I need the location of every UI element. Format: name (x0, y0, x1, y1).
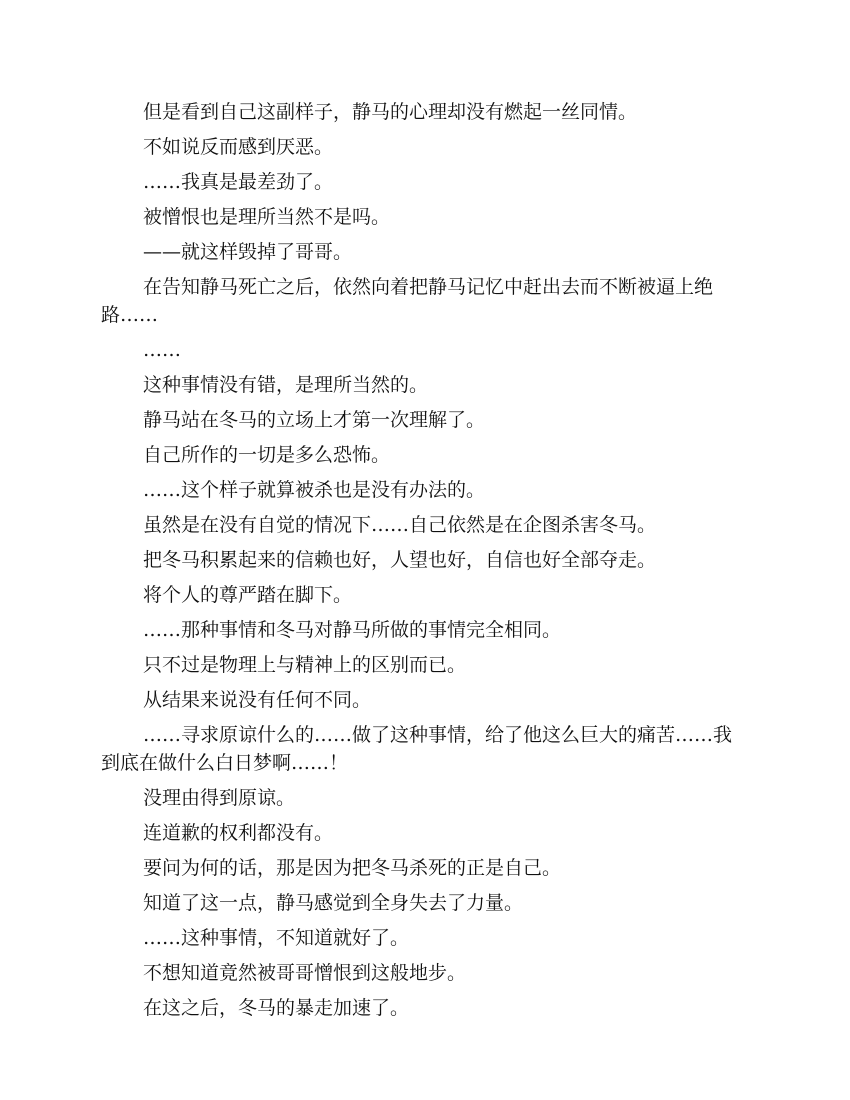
paragraph: 不如说反而感到厌恶。 (143, 136, 334, 158)
paragraph: 静马站在冬马的立场上才第一次理解了。 (143, 409, 486, 431)
paragraph: 没理由得到原谅。 (143, 787, 296, 809)
paragraph: 被憎恨也是理所当然不是吗。 (143, 206, 391, 228)
paragraph: 但是看到自己这副样子，静马的心理却没有燃起一丝同情。 (143, 101, 638, 123)
paragraph: ……我真是最差劲了。 (143, 171, 334, 193)
paragraph: 把冬马积累起来的信赖也好，人望也好，自信也好全部夺走。 (143, 549, 657, 571)
paragraph: 从结果来说没有任何不同。 (143, 689, 372, 711)
paragraph: ……这种事情，不知道就好了。 (143, 927, 410, 949)
paragraph: 连道歉的权利都没有。 (143, 822, 334, 844)
paragraph: 要问为何的话，那是因为把冬马杀死的正是自己。 (143, 857, 562, 879)
paragraph: ……寻求原谅什么的……做了这种事情，给了他这么巨大的痛苦……我到底在做什么白日梦啊……！ (101, 724, 733, 774)
paragraph: 虽然是在没有自觉的情况下……自己依然是在企图杀害冬马。 (143, 514, 657, 536)
paragraph: ——就这样毁掉了哥哥。 (143, 241, 353, 263)
paragraph: 在告知静马死亡之后，依然向着把静马记忆中赶出去而不断被逼上绝路…… (101, 276, 714, 326)
body-text (101, 98, 749, 1029)
paragraph: ……这个样子就算被杀也是没有办法的。 (143, 479, 486, 501)
paragraph: 自己所作的一切是多么恐怖。 (143, 444, 391, 466)
paragraph: 将个人的尊严踏在脚下。 (143, 584, 353, 606)
paragraph: 知道了这一点，静马感觉到全身失去了力量。 (143, 892, 524, 914)
paragraph: ……那种事情和冬马对静马所做的事情完全相同。 (143, 619, 562, 641)
paragraph: 只不过是物理上与精神上的区别而已。 (143, 654, 467, 676)
paragraph: 在这之后，冬马的暴走加速了。 (143, 997, 410, 1019)
paragraph: …… (143, 339, 181, 361)
paragraph: 不想知道竟然被哥哥憎恨到这般地步。 (143, 962, 467, 984)
paragraph: 这种事情没有错，是理所当然的。 (143, 374, 429, 396)
